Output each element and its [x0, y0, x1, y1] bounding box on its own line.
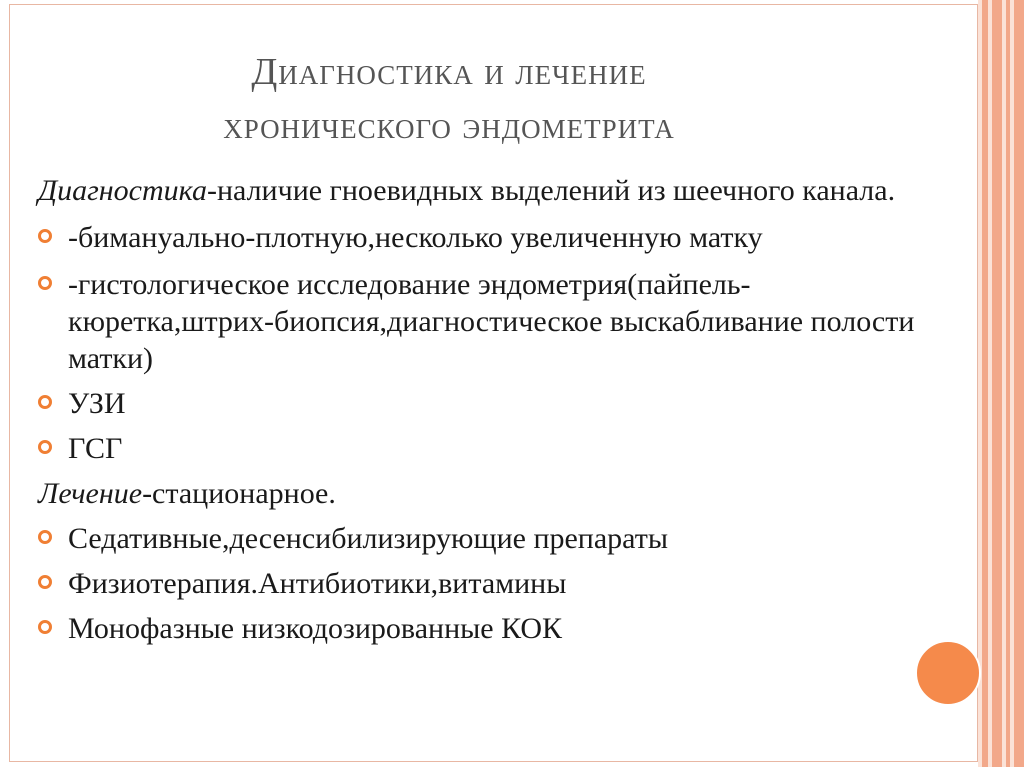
decorative-stripes: [978, 0, 1024, 767]
stripe: [1014, 0, 1024, 767]
diagnosis-text: -наличие гноевидных выделений из шеечного канала.: [206, 174, 896, 207]
list-item-text: УЗИ: [68, 387, 126, 420]
bullet-circle-icon: [38, 395, 52, 409]
list-item-text: Седативные,десенсибилизирующие препараты: [68, 522, 668, 555]
stripe: [982, 0, 988, 767]
list-item-text: -бимануально-плотную,несколько увеличенную матку: [68, 221, 763, 254]
treatment-text: -стационарное.: [142, 477, 336, 510]
list-item: [38, 385, 938, 422]
slide-title-line2: хронического эндометрита: [223, 105, 675, 147]
list-item: [38, 610, 938, 647]
list-item: [38, 219, 938, 256]
slide-body: [38, 172, 938, 647]
list-item-text: Физиотерапия.Антибиотики,витамины: [68, 567, 567, 600]
list-item-text: -гистологическое исследование эндометрия(пайпель-кюретка,штрих-биопсия,диагностическое выскабливание полости матки): [68, 268, 915, 375]
bullet-circle-icon: [38, 276, 52, 290]
diagnosis-paragraph: [38, 172, 938, 209]
list-item-text: Монофазные низкодозированные КОК: [68, 612, 563, 645]
treatment-label: Лечение: [38, 477, 143, 510]
slide-title-line1: Диагностика и лечение: [251, 51, 647, 93]
list-item: [38, 520, 938, 557]
list-item: [38, 266, 938, 377]
diagnosis-label: Диагностика: [38, 174, 207, 207]
bullet-circle-icon: [38, 440, 52, 454]
stripe: [992, 0, 1002, 767]
stripe: [1006, 0, 1010, 767]
treatment-paragraph: [38, 475, 938, 512]
bullet-circle-icon: [38, 575, 52, 589]
list-item: [38, 565, 938, 602]
bullet-circle-icon: [38, 620, 52, 634]
list-item-text: ГСГ: [68, 432, 123, 465]
list-item: [38, 430, 938, 467]
bullet-circle-icon: [38, 229, 52, 243]
bullet-circle-icon: [38, 530, 52, 544]
decorative-circle: [915, 640, 981, 706]
